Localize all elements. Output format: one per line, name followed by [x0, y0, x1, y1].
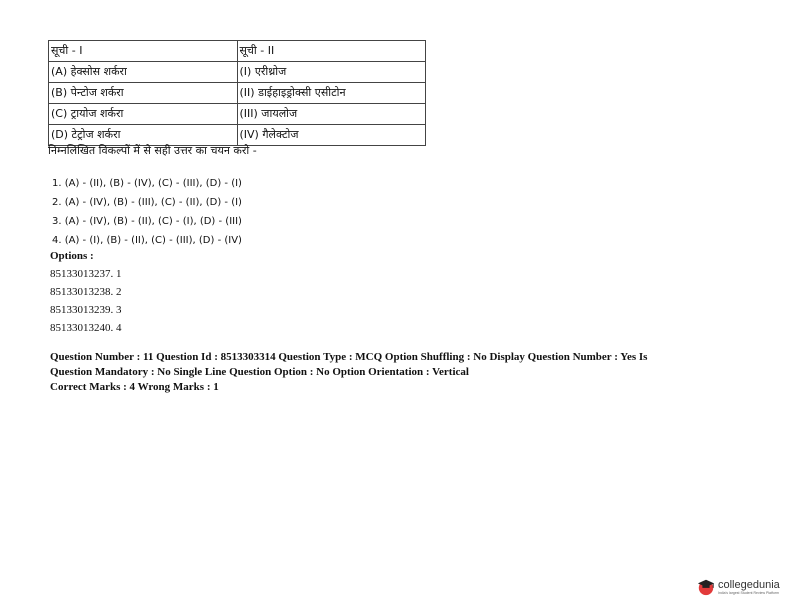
instruction-text: निम्नलिखित विकल्पों में से सही उत्तर का चयन करो - — [48, 144, 257, 157]
list-1-item: (C) ट्रायोज शर्करा — [49, 104, 238, 125]
question-info-line-1: Question Number : 11 Question Id : 8513303314 Question Type : MCQ Option Shuffling : No Display Question Number : Yes Is — [50, 351, 648, 363]
answer-choice-4: 4. (A) - (I), (B) - (II), (C) - (III), (D) - (IV) — [52, 235, 242, 246]
table-header-row — [49, 41, 426, 62]
list-1-item: (A) हेक्सोस शर्करा — [49, 62, 238, 83]
match-table — [48, 40, 426, 146]
answer-choices — [52, 174, 242, 250]
option-id-2: 85133013238. 2 — [50, 286, 122, 298]
answer-choice-3: 3. (A) - (IV), (B) - (II), (C) - (I), (D) - (III) — [52, 216, 242, 227]
table-row — [49, 83, 426, 104]
question-info — [50, 350, 740, 395]
list-2-header: सूची - II — [237, 41, 426, 62]
list-2-item: (IV) गैलेक्टोज — [237, 125, 426, 146]
graduation-cap-icon — [697, 578, 715, 596]
logo-tagline: India's largest Student Review Platform — [718, 590, 779, 595]
table-row — [49, 104, 426, 125]
answer-choice-1: 1. (A) - (II), (B) - (IV), (C) - (III), (D) - (I) — [52, 178, 242, 189]
table-row — [49, 62, 426, 83]
question-info-line-2: Question Mandatory : No Single Line Question Option : No Option Orientation : Vertical — [50, 366, 469, 378]
list-2-item: (II) डाईहाइड्रोक्सी एसीटोन — [237, 83, 426, 104]
options-header: Options : — [50, 250, 94, 262]
answer-choice-2: 2. (A) - (IV), (B) - (III), (C) - (II), (D) - (I) — [52, 197, 242, 208]
list-1-item: (D) टेट्रोज शर्करा — [49, 125, 238, 146]
option-id-3: 85133013239. 3 — [50, 304, 122, 316]
logo-name: collegedunia — [718, 578, 780, 591]
collegedunia-logo — [697, 578, 780, 596]
options-block — [50, 248, 122, 337]
question-info-line-3: Correct Marks : 4 Wrong Marks : 1 — [50, 381, 219, 393]
list-2-item: (III) जायलोज — [237, 104, 426, 125]
list-2-item: (I) एरीथ्रोज — [237, 62, 426, 83]
list-1-item: (B) पेन्टोज शर्करा — [49, 83, 238, 104]
option-id-1: 85133013237. 1 — [50, 268, 122, 280]
option-id-4: 85133013240. 4 — [50, 322, 122, 334]
list-1-header: सूची - I — [49, 41, 238, 62]
